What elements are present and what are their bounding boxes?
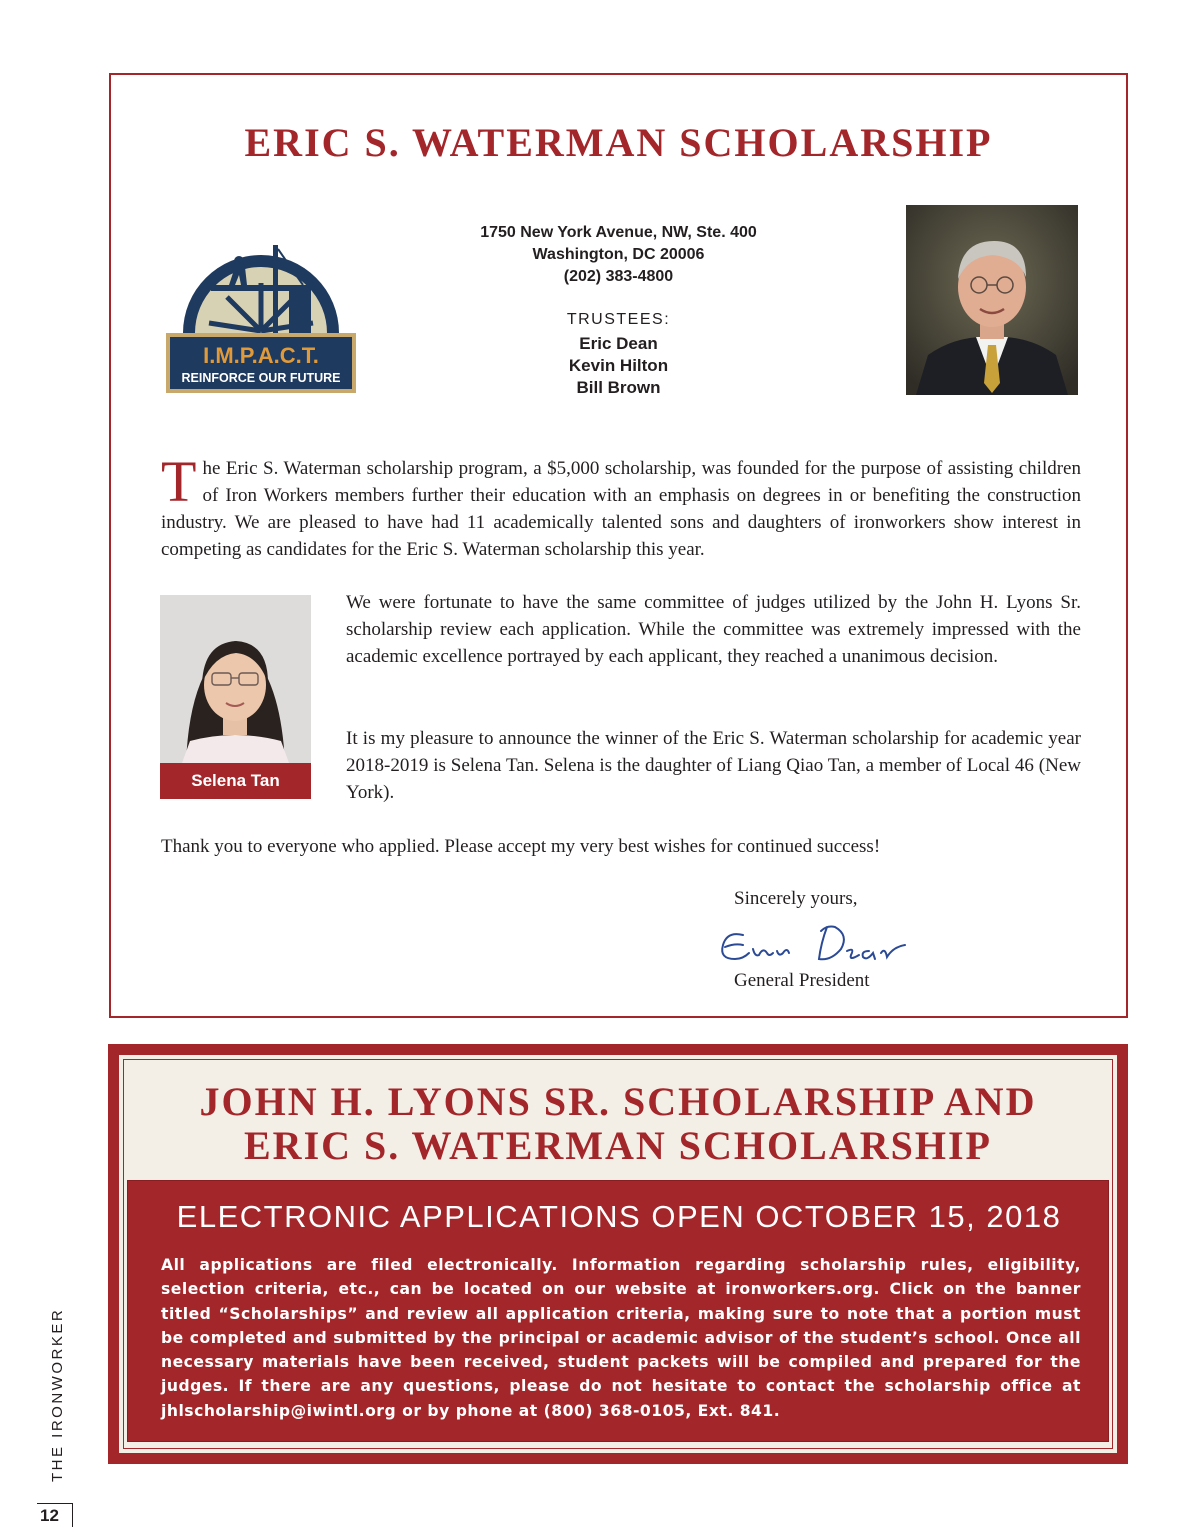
trustee-name: Bill Brown <box>576 378 661 397</box>
logo-tagline: REINFORCE OUR FUTURE <box>181 371 341 385</box>
instructions-text: and review all application criteria, making sure to note that a portion must be completed and submitted by the principal or academic advisor of the student’s school. Once all necessary materials have been received, student packets will be compiled and prepared for the judges. If there are any questions, please do not hesitate to contact the scholarship office at <box>161 1304 1081 1396</box>
drop-cap: T <box>161 449 197 514</box>
page-number: 12 <box>40 1506 59 1525</box>
application-announcement <box>108 1044 1128 1464</box>
intro-text: he Eric S. Waterman scholarship program, a $5,000 scholarship, was founded for the purpose of assisting children of Iron Workers members further their education with an emphasis on degrees in or benefiting the construction industry. We are pleased to have had 11 academically talented sons and daughters of ironworkers show interest in competing as candidates for the Eric S. Waterman scholarship this year. <box>161 458 1081 560</box>
signature-image <box>709 913 924 973</box>
article-title: ERIC S. WATERMAN SCHOLARSHIP <box>244 120 993 165</box>
publication-name-text: THE IRONWORKER <box>49 1307 66 1482</box>
address-phone: (202) 383-4800 <box>563 268 674 285</box>
instructions-text: . Click on the banner titled <box>161 1280 1081 1323</box>
announcement-title <box>119 1080 1117 1168</box>
logo-acronym: I.M.P.A.C.T. <box>203 343 319 368</box>
scholarships-banner-name: “Scholarships” <box>218 1304 359 1323</box>
applications-open-heading: ELECTRONIC APPLICATIONS OPEN OCTOBER 15, 2018 <box>176 1199 1062 1234</box>
trustees-label: TRUSTEES: <box>566 311 671 328</box>
winner-paragraph: It is my pleasure to announce the winner of the Eric S. Waterman scholarship for academic year 2018-2019 is Selena Tan. Selena is the daughter of Liang Qiao Tan, a member of Local 46 (New York). <box>346 728 1081 803</box>
president-portrait <box>906 205 1078 395</box>
application-info-panel <box>127 1180 1109 1442</box>
footer-rule-vertical <box>72 1503 73 1527</box>
application-instructions <box>161 1253 1081 1423</box>
thanks-paragraph: Thank you to everyone who applied. Please accept my very best wishes for continued success! <box>161 836 881 857</box>
signature-title: General President <box>734 970 870 991</box>
publication-name <box>47 1242 67 1482</box>
address-street: 1750 New York Avenue, NW, Ste. 400 <box>480 224 757 241</box>
instructions-text: or by phone at (800) 368-0105, Ext. 841. <box>396 1401 781 1420</box>
winner-photo-caption: Selena Tan <box>160 763 311 799</box>
closing-salutation: Sincerely yours, <box>734 888 858 909</box>
announcement-title-line1: JOHN H. LYONS SR. SCHOLARSHIP AND <box>199 1079 1037 1124</box>
judges-paragraph: We were fortunate to have the same committee of judges utilized by the John H. Lyons Sr. scholarship review each application. While the committee was extremely impressed with the academic excellence portrayed by each applicant, they reached a unanimous decision. <box>346 592 1081 667</box>
website-link[interactable]: ironworkers.org <box>725 1280 874 1299</box>
trustee-name: Kevin Hilton <box>568 356 669 375</box>
winner-photo <box>160 595 311 799</box>
email-link[interactable]: jhlscholarship@iwintl.org <box>161 1401 397 1420</box>
trustees-list <box>411 333 826 399</box>
intro-paragraph <box>161 449 1081 563</box>
trustee-name: Eric Dean <box>579 334 658 353</box>
impact-logo <box>161 205 361 395</box>
announcement-inner-panel <box>117 1053 1119 1455</box>
instructions-text: All applications are filed electronically. Information regarding scholarship rules, eligibility, selection criteria, etc., can be located on our website at <box>161 1256 1081 1299</box>
waterman-article-box <box>109 73 1128 1018</box>
address-block <box>411 222 826 288</box>
announcement-title-line2: ERIC S. WATERMAN SCHOLARSHIP <box>244 1123 992 1168</box>
footer-rule <box>37 1503 73 1504</box>
address-city: Washington, DC 20006 <box>532 246 705 263</box>
